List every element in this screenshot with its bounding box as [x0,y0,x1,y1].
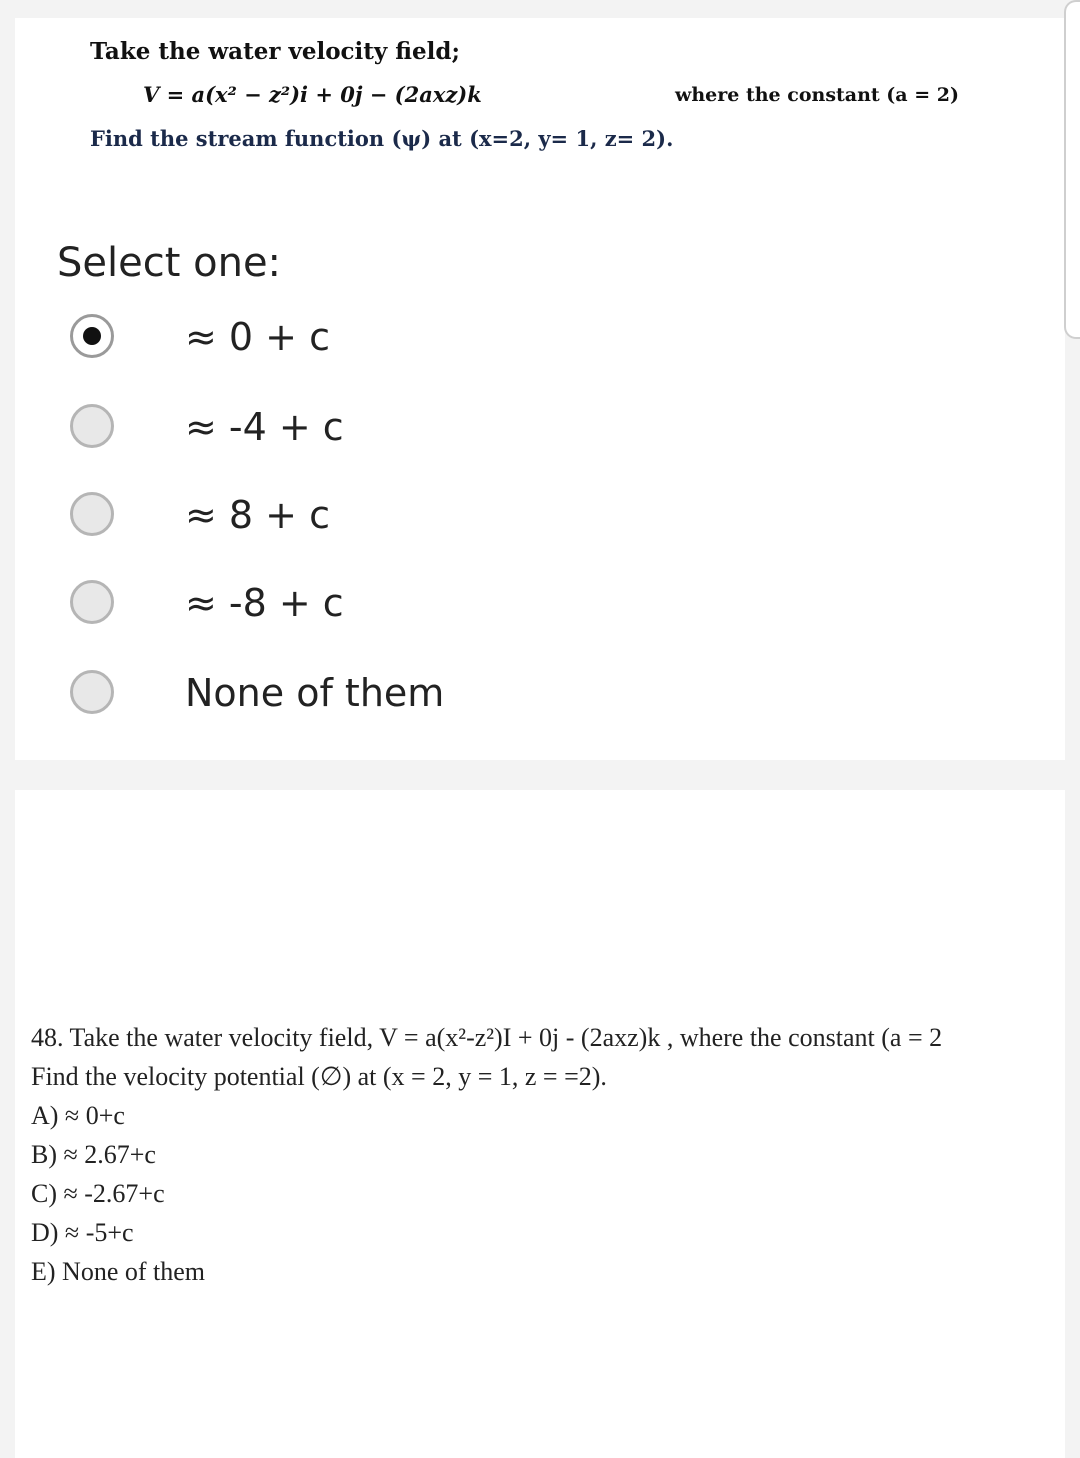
question-48-prompt: Find the velocity potential (∅) at (x = 2, y = 1, z = =2). [31,1062,607,1091]
answer-option-b[interactable] [70,404,670,454]
velocity-equation: V = a(x² − z²)i + 0j − (2axz)k [143,82,482,107]
answer-option-d[interactable] [70,580,670,630]
answer-option-e[interactable] [70,670,670,720]
answer-option-label[interactable]: ≈ -8 + c [185,581,344,625]
answer-option-label[interactable]: None of them [185,671,445,715]
radio-unselected[interactable] [70,492,114,536]
question-48-option: D) ≈ -5+c [31,1218,134,1247]
answer-option-label[interactable]: ≈ -4 + c [185,405,344,449]
question-48-option: E) None of them [31,1257,206,1286]
scrollbar-edge[interactable] [1064,0,1080,339]
radio-unselected[interactable] [70,670,114,714]
question-prompt: Find the stream function (ψ) at (x=2, y= 1, z= 2). [90,126,674,151]
question-card [15,18,1065,760]
answer-option-label[interactable]: ≈ 8 + c [185,493,330,537]
answer-option-a[interactable] [70,314,670,364]
radio-selected[interactable] [70,314,114,358]
question-title: Take the water velocity field; [90,38,460,65]
answer-option-label[interactable]: ≈ 0 + c [185,315,330,359]
answer-option-c[interactable] [70,492,670,542]
question-48-option: C) ≈ -2.67+c [31,1179,165,1208]
question-48-option: A) ≈ 0+c [31,1101,125,1130]
radio-unselected[interactable] [70,580,114,624]
question-48-line: 48. Take the water velocity field, V = a(x²-z²)I + 0j - (2axz)k , where the constant (a = 2 [31,1023,943,1052]
question-48-text [31,1018,1065,1291]
question-48-card [15,790,1065,1458]
constant-note: where the constant (a = 2) [675,84,959,106]
radio-unselected[interactable] [70,404,114,448]
question-48-option: B) ≈ 2.67+c [31,1140,156,1169]
select-one-label: Select one: [57,240,282,286]
